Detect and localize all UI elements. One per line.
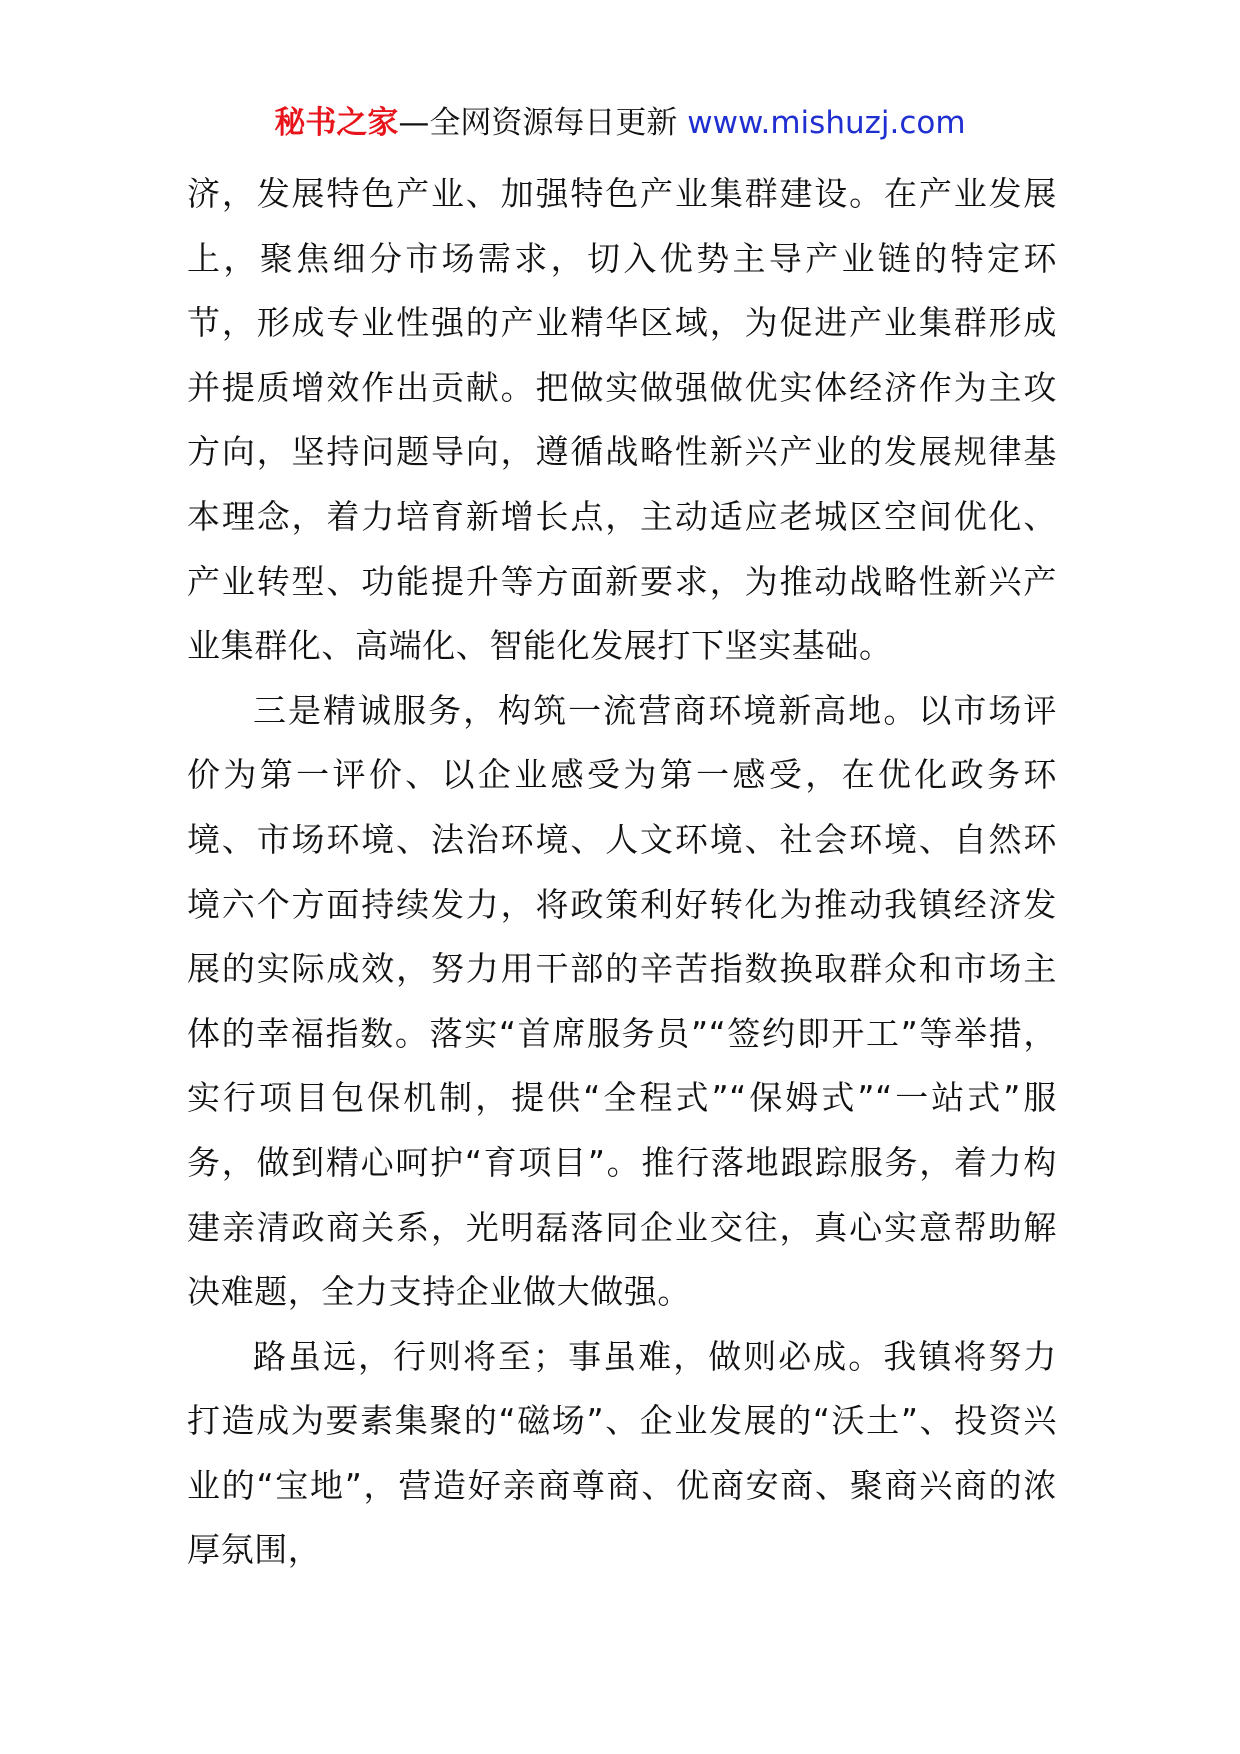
paragraph-section-three: 三是精诚服务，构筑一流营商环境新高地。以市场评价为第一评价、以企业感受为第一感受，在优化政务环境、市场环境、法治环境、人文环境、社会环境、自然环境六个方面持续发力，将政策利好转化为推动我镇经济发展的实际成效，努力用干部的辛苦指数换取群众和市场主体的幸福指数。落实“首席服务员”“签约即开工”等举措，实行项目包保机制，提供“全程式”“保姆式”“一站式”服务，做到精心呵护“育项目”。推行落地跟踪服务，着力构建亲清政商关系，光明磊落同企业交往，真心实意帮助解决难题，全力支持企业做大做强。 [187, 690, 1057, 1312]
paragraph-continued: 济，发展特色产业、加强特色产业集群建设。在产业发展上，聚焦细分市场需求，切入优势主导产业链的特定环节，形成专业性强的产业精华区域，为促进产业集群形成并提质增效作出贡献。把做实做强做优实体经济作为主攻方向，坚持问题导向，遵循战略性新兴产业的发展规律基本理念，着力培育新增长点，主动适应老城区空间优化、产业转型、功能提升等方面新要求，为推动战略性新兴产业集群化、高端化、智能化发展打下坚实基础。 [187, 174, 1057, 666]
brand-name: 秘书之家 [274, 105, 399, 141]
header-tagline: —全网资源每日更新 [398, 105, 678, 141]
website-link[interactable]: www.mishuzj.com [687, 105, 966, 141]
page-header [0, 98, 1240, 148]
paragraph-conclusion: 路虽远，行则将至；事虽难，做则必成。我镇将努力打造成为要素集聚的“磁场”、企业发展的“沃土”、投资兴业的“宝地”，营造好亲商尊商、优商安商、聚商兴商的浓厚氛围， [187, 1336, 1057, 1570]
document-body [187, 162, 1057, 1583]
